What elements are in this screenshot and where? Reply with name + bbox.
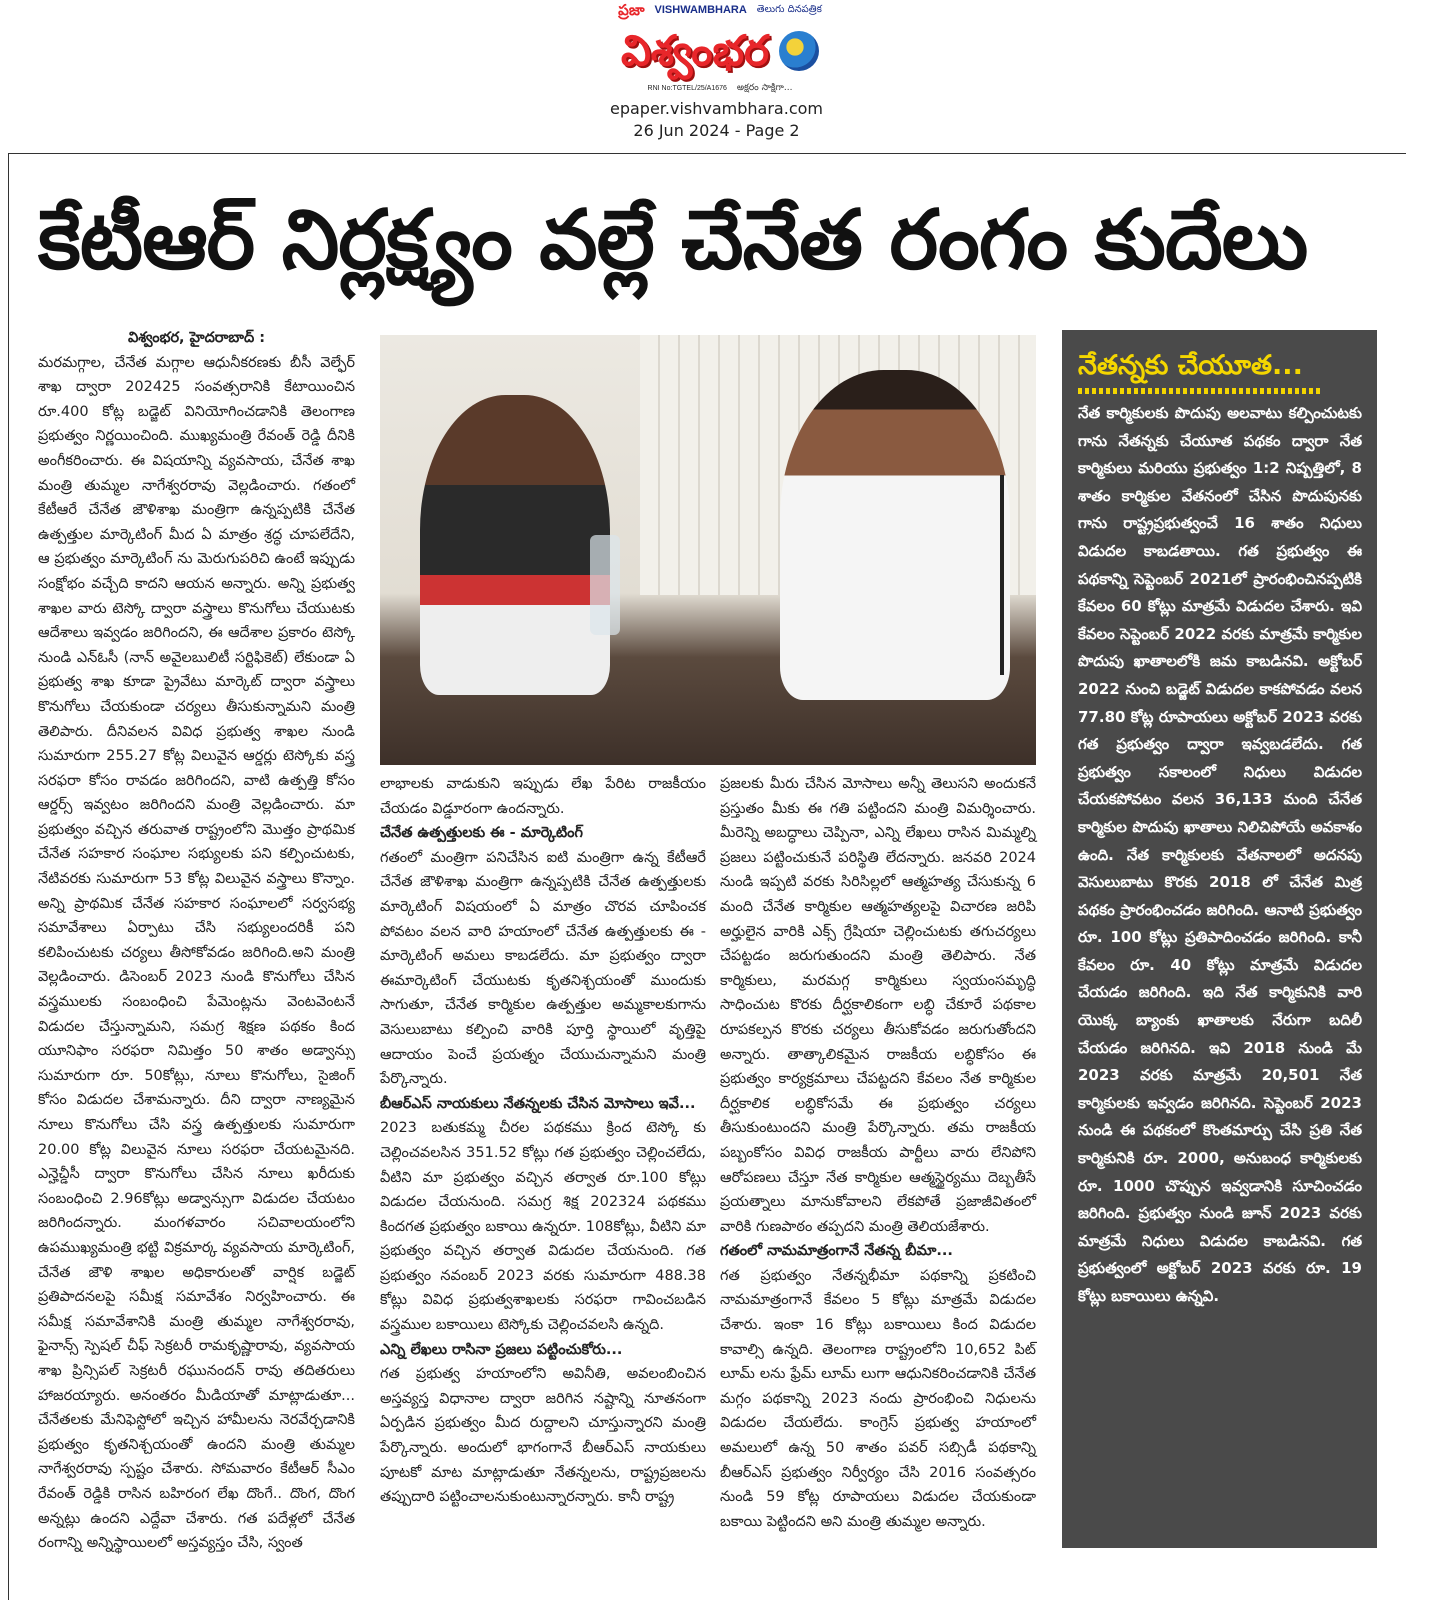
microphone	[1000, 475, 1004, 675]
person-left	[420, 395, 610, 695]
water-bottle	[590, 535, 620, 635]
column-2-paragraph: 2023 బతుకమ్మ చీరల పథకము క్రింద టెస్కో కు చెల్లించవలసిన 351.52 కోట్లు గత ప్రభుత్వం చెల్లించలేదు, వీటిని మా ప్రభుత్వం వచ్చిన తర్వాత రూ.100 కోట్లు విడుదల చేయనుంది. సమగ్ర శిక్ష 202324 పథకము కిందగత ప్రభుత్వం బకాయి ఉన్నరూ. 108కోట్లు, వీటిని మా ప్రభుత్వం వచ్చిన తర్వాత విడుదల చేయనుంది. గత ప్రభుత్వం నవంబర్ 2023 వరకు సుమారుగా 488.38 కోట్లు వివిధ ప్రభుత్వశాఖలకు సరఫరా గావించబడిన వస్త్రముల బకాయిలు టెస్కోకు చెల్లించవలసి ఉన్నది.	[380, 1120, 706, 1334]
subheading-letters: ఎన్ని లేఖలు రాసినా ప్రజలు పట్టించుకోరు...	[380, 1341, 623, 1358]
sidebar-box	[1062, 330, 1377, 1548]
headline: కేటీఆర్ నిర్లక్ష్యం వల్లే చేనేత రంగం కుదేలు	[38, 193, 1308, 288]
column-2-paragraph: గతంలో మంత్రిగా పనిచేసిన ఐటి మంత్రిగా ఉన్న కేటీఆరే చేనేత జౌళిశాఖ మంత్రిగా ఉన్నప్పటికి చేనేత ఉత్పత్తులకు మార్కెటింగ్ విషయంలో ఏ మాత్రం చొరవ చూపించక పోవటం వలన వారి హయాంలో చేనేత ఉత్పత్తులకు ఈ - మార్కెటింగ్ అమలు కాబడలేదు. మా ప్రభుత్వం ద్వారా ఈమార్కెటింగ్ చేయుటకు కృతనిశ్చయంతో ముందుకు సాగుతూ, చేనేత కార్మికుల ఉత్పత్తుల అమ్మకాలకుగాను వెసులుబాటు కల్పించి వారికి పూర్తి స్థాయిలో వృత్తిపై ఆదాయం పెంచే ప్రయత్నం చేయుచున్నామని మంత్రి పేర్కొన్నారు.	[380, 849, 706, 1088]
article-column-3	[720, 772, 1036, 1534]
masthead-logo	[560, 0, 880, 96]
logo-slogan: అక్షరం సాక్షిగా...	[736, 83, 793, 93]
masthead-top-row	[618, 0, 822, 20]
subheading-e-marketing: చేనేత ఉత్పత్తులకు ఈ - మార్కెటింగ్	[380, 825, 583, 842]
article-photo	[380, 335, 1036, 765]
site-url[interactable]: epaper.vishvambhara.com	[610, 99, 823, 118]
masthead-bottom-row	[648, 82, 793, 95]
article-column-1	[38, 326, 355, 1556]
top-divider	[8, 153, 1406, 154]
logo-title: విశ్వంభర	[621, 26, 769, 75]
left-divider	[8, 153, 9, 1600]
column-1-text: మరమగ్గాల, చేనేత మగ్గాల ఆధునీకరణకు బీసీ వెల్ఫేర్ శాఖ ద్వారా 202425 సంవత్సరానికి కేటాయించిన రూ.400 కోట్ల బడ్జెట్ వినియోగించడానికి తెలంగాణ ప్రభుత్వం నిర్ణయించింది. ముఖ్యమంత్రి రేవంత్ రెడ్డి దీనికి అంగీకరించారు. ఈ విషయాన్ని వ్యవసాయ, చేనేత శాఖ మంత్రి తుమ్మల నాగేశ్వరరావు వెల్లడించారు. గతంలో కేటీఆరే చేనేత జౌళిశాఖ మంత్రిగా ఉన్నప్పటికి చేనేత ఉత్పత్తుల మార్కెటింగ్ మీద ఏ మాత్రం శ్రద్ధ చూపలేదేని, ఆ ప్రభుత్వం మార్కెటింగ్ ను మెరుగుపరిచి ఉంటే ఇప్పుడు సంక్షోభం వచ్చేది కాదని ఆయన అన్నారు. అన్ని ప్రభుత్వ శాఖల వారు టెస్కో ద్వారా వస్త్రాలు కొనుగోలు చేయుటకు ఆదేశాలు ఇవ్వడం జరిగిందని, ఈ ఆదేశాల ప్రకారం టెస్కో నుండి ఎన్ఓసీ (నాన్ అవైలబులిటీ సర్టిఫికెట్) లేకుండా ఏ ప్రభుత్వ శాఖ కూడా ప్రైవేటు మార్కెట్ ద్వారా వస్త్రాలు కొనుగోలు చేయకుండా చర్యలు తీసుకున్నామని మంత్రి తెలిపారు. దీనివలన వివిధ ప్రభుత్వ శాఖల నుండి సుమారుగా 255.27 కోట్ల విలువైన ఆర్డర్లు టెస్కోకు వస్త్ర సరఫరా కోసం రావడం జరిగిందని, వాటి ఉత్పత్తి కోసం ఆర్డర్స్ ఇవ్వటం జరిగిందని మంత్రి వెల్లడించారు. మా ప్రభుత్వం వచ్చిన తరువాత రాష్ట్రంలోని మొత్తం ప్రాథమిక చేనేత సహకార సంఘాల సభ్యులకు పని కల్పించుటకు, నేటివరకు సుమారుగా 53 కోట్ల విలువైన వస్త్రాలు కొన్నాం. అన్ని ప్రాథమిక చేనేత సహకార సంఘాలలో సర్వసభ్య సమావేశాలు ఏర్పాటు చేసి సభ్యులందరికీ పని కలిపించుటకు చర్యలు తీసోకోవడం జరిగింది.అని మంత్రి వెల్లడించారు. డిసెంబర్ 2023 నుండి కొనుగోలు చేసిన వస్త్రములకు సంబంధించి పేమెంట్లను వెంటవెంటనే విడుదల చేస్తున్నామని, సమగ్ర శిక్షణ పథకం కింద యూనిఫాం సరఫరా నిమిత్తం 50 శాతం అడ్వాన్సు సుమారుగా రూ. 50కోట్లు, నూలు కొనుగోలు, సైజింగ్ కోసం విడుదల చేశామన్నారు. దీని ద్వారా నాణ్యమైన నూలు కొనుగోలు చేసి వస్త్ర ఉత్పత్తులకు సుమారుగా 20.00 కోట్ల విలువైన నూలు సరఫరా చేయటమైనది. ఎన్హెచ్డీసీ ద్వారా కొనుగోలు చేసిన నూలు ఖరీదుకు సంబంధించి 2.96కోట్లు అడ్వాన్సుగా విడుదల చేయటం జరిగిందన్నారు. మంగళవారం సచివాలయంలోని ఉపముఖ్యమంత్రి భట్టి విక్రమార్క వ్యవసాయ మార్కెటింగ్, చేనేత జౌళి శాఖల అధికారులతో వార్షిక బడ్జెట్ ప్రతిపాదనలపై సమీక్ష సమావేశం నిర్వహించారు. ఈ సమీక్ష సమావేశానికి మంత్రి తుమ్మల నాగేశ్వరరావు, ఫైనాన్స్ స్పెషల్ చీఫ్ సెక్రటరీ రామకృష్ణారావు, వ్యవసాయ శాఖ ప్రిన్సిపల్ సెక్రటరీ రఘునందన్ రావు తదితరులు హాజరయ్యారు. అనంతరం మీడియాతో మాట్లాడుతూ... చేనేతలకు మేనిఫెస్టోలో ఇచ్చిన హామీలను నెరవేర్చడానికి ప్రభుత్వం కృతనిశ్చయంతో ఉందని మంత్రి తుమ్మల నాగేశ్వరరావు స్పష్టం చేశారు. సోమవారం కేటీఆర్ సీఎం రేవంత్ రెడ్డికి రాసిన బహిరంగ లేఖ దొంగే.. దొంగ, దొంగ అన్నట్లు ఉందని ఎద్దేవా చేశారు. గత పదేళ్లలో చేనేత రంగాన్ని అన్నిస్థాయిలలో అస్తవ్యస్తం చేసి, స్వంత	[38, 354, 355, 1552]
column-2-intro: లాభాలకు వాడుకుని ఇప్పుడు లేఖ పేరిట రాజకీయం చేయడం విడ్డూరంగా ఉందన్నారు.	[380, 776, 706, 817]
logo-prefix: ప్రజా	[618, 1, 645, 19]
date-page: 26 Jun 2024 - Page 2	[633, 121, 800, 140]
subheading-insurance: గతంలో నామమాత్రంగానే నేతన్న బీమా...	[720, 1243, 953, 1260]
rni-number: RNI No:TGTEL/25/A1676	[647, 85, 727, 92]
article-column-2	[380, 772, 706, 1510]
column-3-paragraph: గత ప్రభుత్వం నేతన్నభీమా పథకాన్ని ప్రకటించి నామమాత్రంగానే కేవలం 5 కోట్లు మాత్రమే విడుదల చేశారు. ఇంకా 16 కోట్లు బకాయిలు కింద విడుదల కావాల్సి ఉన్నది. తెలంగాణ రాష్ట్రంలోని 10,652 పిట్ లూమ్ లను ఫ్రేమ్ లూమ్ లుగా ఆధునికరించడానికి చేనేత మగ్గం పథకాన్ని 2023 నందు ప్రారంభించి నిధులను విడుదల చేయలేదు. కాంగ్రెస్ ప్రభుత్వ హయాంలో అమలులో ఉన్న 50 శాతం పవర్ సబ్సిడీ పథకాన్ని బీఆర్ఎస్ ప్రభుత్వం నిర్వీర్యం చేసి 2016 సంవత్సరం నుండి 59 కోట్ల రూపాయలు విడుదల చేయకుండా బకాయి పెట్టిందని అని మంత్రి తుమ్మల అన్నారు.	[720, 1267, 1036, 1530]
sidebar-text: నేత కార్మికులకు పొదుపు అలవాటు కల్పించుటకు గాను నేతన్నకు చేయూత పథకం ద్వారా నేత కార్మికులు మరియు ప్రభుత్వం 1:2 నిష్పత్తిలో, 8 శాతం కార్మికుల వేతనంలో చేసిన పొదుపునకు గాను రాష్ట్రప్రభుత్వంచే 16 శాతం నిధులు విడుదల కాబడతాయి. గత ప్రభుత్వం ఈ పథకాన్ని సెప్టెంబర్ 2021లో ప్రారంభించినప్పటికి కేవలం 60 కోట్లు మాత్రమే విడుదల చేశారు. ఇవి కేవలం సెప్టెంబర్ 2022 వరకు మాత్రమే కార్మికుల పొదుపు ఖాతాలలోకి జమ కాబడినవి. అక్టోబర్ 2022 నుంచి బడ్జెట్ విడుదల కాకపోవడం వలన 77.80 కోట్ల రూపాయలు అక్టోబర్ 2023 వరకు గత ప్రభుత్వం ద్వారా ఇవ్వబడలేదు. గత ప్రభుత్వం సకాలంలో నిధులు విడుదల చేయకపోవటం వలన 36,133 మంది చేనేత కార్మికుల పొదుపు ఖాతాలు నిలిచిపోయే అవకాశం ఉంది. నేత కార్మికులకు వేతనాలలో అదనపు వెసులుబాటు కొరకు 2018 లో చేనేత మిత్ర పథకం ప్రారంభించడం జరిగింది. ఆనాటి ప్రభుత్వం రూ. 100 కోట్లు ప్రతిపాదించడం జరిగింది. కానీ కేవలం రూ. 40 కోట్లు మాత్రమే విడుదల చేయడం జరిగింది. ఇది నేత కార్మికునికి వారి యొక్క బ్యాంకు ఖాతాలకు నేరుగా బదిలీ చేయడం జరిగినది. ఇవి 2018 నుండి మే 2023 వరకు మాత్రమే 20,501 నేత కార్మికులకు ఇవ్వడం జరిగినది. సెప్టెంబర్ 2023 నుండి ఈ పథకంలో కొంతమార్పు చేసి ప్రతి నేత కార్మికునికి రూ. 2000, అనుబంధ కార్మికులకు రూ. 1000 చొప్పున ఇవ్వడానికి సూచించడం జరిగింది. ప్రభుత్వం నుండి జూన్ 2023 వరకు మాత్రమే నిధులు విడుదల కాబడినవి. గత ప్రభుత్వంలో అక్టోబర్ 2023 వరకు రూ. 19 కోట్లు బకాయిలు ఉన్నవి.	[1078, 404, 1362, 1305]
person-right	[780, 370, 1010, 700]
sidebar-title: నేతన్నకు చేయూత...	[1078, 350, 1303, 381]
column-3-paragraph: ప్రజలకు మీరు చేసిన మోసాలు అన్నీ తెలుసని అందుకనే ప్రస్తుతం మీకు ఈ గతి పట్టిందని మంత్రి విమర్శించారు. మీరెన్ని అబద్ధాలు చెప్పినా, ఎన్ని లేఖలు రాసిన మిమ్మల్ని ప్రజలు పట్టించుకునే పరిస్థితి లేదన్నారు. జనవరి 2024 నుండి ఇప్పటి వరకు సిరిసిల్లలో ఆత్మహత్య చేసుకున్న 6 మంది చేనేత కార్మికుల ఆత్మహత్యలపై విచారణ జరిపి అర్హులైన వారికి ఎక్స్ గ్రేషియా చెల్లించుటకు తగుచర్యలు చేపట్టడం జరుగుతుందని మంత్రి తెలిపారు. నేత కార్మికులు, మరమగ్గ కార్మికులు స్వయంసమృద్ధి సాధించుట కొరకు దీర్ఘకాలికంగా లబ్ధి చేకూరే పథకాల రూపకల్పన కొరకు చర్యలు తీసుకోవడం జరుగుతోందని అన్నారు. తాత్కాలికమైన రాజకీయ లబ్ధికోసం ఈ ప్రభుత్వం కార్యక్రమాలు చేపట్టదని కేవలం నేత కార్మికుల దీర్ఘకాలిక లబ్ధికోసమే ఈ ప్రభుత్వం చర్యలు తీసుకుంటుందని మంత్రి పేర్కొన్నారు. తమ రాజకీయ పబ్బంకోసం వివిధ రాజకీయ పార్టీలు వారు లేనిపోని ఆరోపణలు చేస్తూ నేత కార్మికుల ఆత్మస్థైర్యము దెబ్బతీసే ప్రయత్నాలు మానుకోవాలని లేకపోతే ప్రజాజీవితంలో వారికి గుణపాఠం తప్పదని మంత్రి తెలియజేశారు.	[720, 776, 1036, 1235]
globe-icon	[779, 31, 819, 71]
subheading-brs-frauds: బీఆర్ఎస్ నాయకులు నేతన్నలకు చేసిన మోసాలు ఇవే...	[380, 1095, 696, 1112]
dateline: విశ్వంభర, హైదరాబాద్ :	[127, 330, 266, 346]
logo-telugu-tag: తెలుగు దినపత్రిక	[756, 4, 822, 15]
masthead-title-row	[621, 20, 819, 82]
column-2-paragraph: గత ప్రభుత్వ హయాంలోని అవినీతి, అవలంబించిన అస్తవ్యస్త విధానాల ద్వారా జరిగిన నష్టాన్ని నూతనంగా ఏర్పడిన ప్రభుత్వం మీద రుద్దాలని చూస్తున్నారని మంత్రి పేర్కొన్నారు. అందులో భాగంగానే బీఆర్ఎస్ నాయకులు పూటకో మాట మాట్లాడుతూ నేతన్నలను, రాష్ట్రప్రజలను తప్పుదారి పట్టించాలనుకుంటున్నారన్నారు. కానీ రాష్ట్ర	[380, 1366, 706, 1506]
logo-english-name: VISHWAMBHARA	[654, 4, 747, 16]
title-underline	[1078, 388, 1323, 394]
